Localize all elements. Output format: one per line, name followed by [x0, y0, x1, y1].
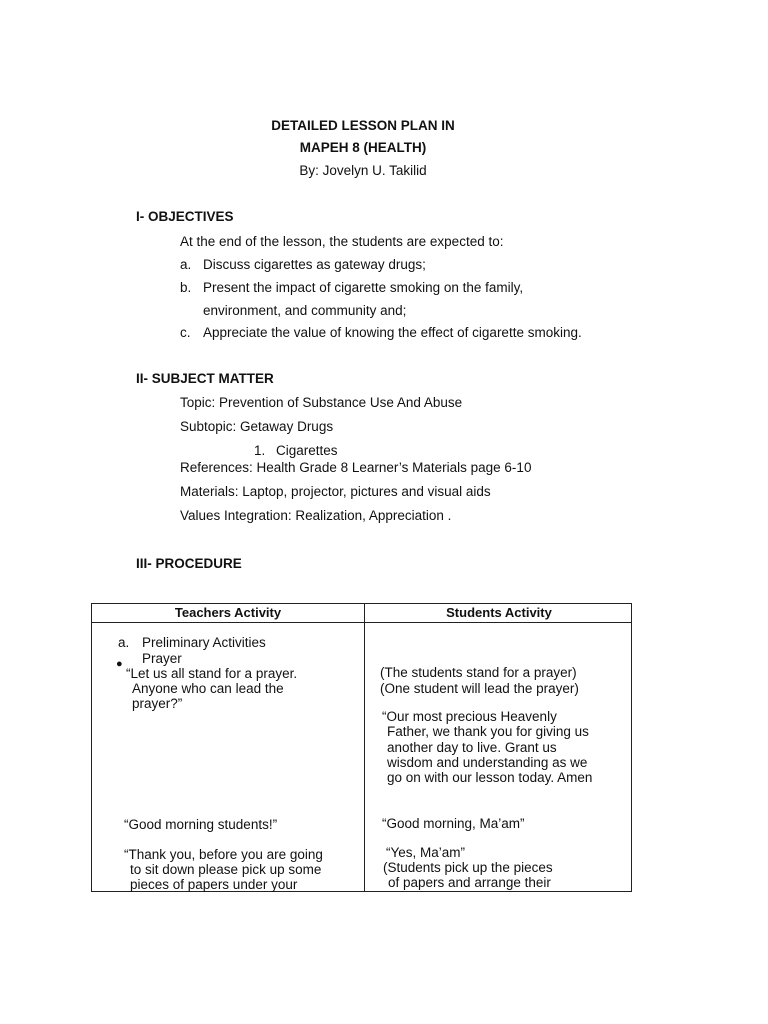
objective-b-marker: b. [180, 280, 192, 295]
column-divider [364, 604, 365, 891]
author-line: By: Jovelyn U. Takilid [299, 163, 427, 178]
student-yes-maam: “Yes, Ma’am” [386, 845, 466, 860]
teacher-prayer-line3: prayer?” [132, 696, 183, 711]
prayer-bullet: ● [116, 658, 123, 670]
document-subtitle: MAPEH 8 (HEALTH) [299, 140, 427, 155]
procedure-heading: III- PROCEDURE [136, 556, 242, 571]
student-response-1: (The students stand for a prayer) [380, 665, 577, 680]
preliminary-marker: a. [118, 635, 130, 650]
materials-line: Materials: Laptop, projector, pictures and visual aids [180, 484, 491, 499]
references-line: References: Health Grade 8 Learner’s Materials page 6-10 [180, 460, 532, 475]
teachers-activity-header: Teachers Activity [174, 605, 282, 620]
preliminary-activities: Preliminary Activities [142, 635, 266, 650]
teacher-instruction-line1: “Thank you, before you are going [124, 847, 323, 862]
objectives-intro: At the end of the lesson, the students are expected to: [180, 234, 504, 249]
teacher-prayer-line1: “Let us all stand for a prayer. [126, 666, 298, 681]
teacher-instruction-line2: to sit down please pick up some [130, 862, 322, 877]
header-divider [92, 622, 631, 623]
student-prayer-line5: go on with our lesson today. Amen [387, 770, 593, 785]
student-prayer-line3: another day to live. Grant us [387, 740, 557, 755]
subtopic-item-marker: 1. [254, 443, 266, 458]
teacher-prayer-line2: Anyone who can lead the [132, 681, 284, 696]
teacher-instruction-line3: pieces of papers under your [130, 877, 298, 892]
values-line: Values Integration: Realization, Appreciation . [180, 508, 452, 523]
students-activity-header: Students Activity [446, 605, 552, 620]
objective-b-text-cont: environment, and community and; [203, 303, 407, 318]
student-action-line1: (Students pick up the pieces [383, 860, 553, 875]
student-prayer-line2: Father, we thank you for giving us [387, 724, 589, 739]
objective-c-text: Appreciate the value of knowing the effect of cigarette smoking. [203, 325, 582, 340]
subject-matter-heading: II- SUBJECT MATTER [136, 371, 274, 386]
student-greeting: “Good morning, Ma’am” [382, 816, 525, 831]
objective-a-marker: a. [180, 257, 192, 272]
objective-a-text: Discuss cigarettes as gateway drugs; [203, 257, 426, 272]
objectives-heading: I- OBJECTIVES [136, 209, 234, 224]
student-prayer-line1: “Our most precious Heavenly [382, 709, 557, 724]
subtopic-item-text: Cigarettes [276, 443, 338, 458]
prayer-label: Prayer [142, 651, 182, 666]
objective-c-marker: c. [180, 325, 191, 340]
objective-b-text: Present the impact of cigarette smoking on the family, [203, 280, 524, 295]
teacher-greeting: “Good morning students!” [124, 817, 278, 832]
document-title: DETAILED LESSON PLAN IN [271, 118, 455, 133]
student-prayer-line4: wisdom and understanding as we [387, 755, 588, 770]
subtopic-line: Subtopic: Getaway Drugs [180, 419, 334, 434]
topic-line: Topic: Prevention of Substance Use And Abuse [180, 395, 463, 410]
student-action-line2: of papers and arrange their [388, 875, 551, 890]
student-response-2: (One student will lead the prayer) [380, 681, 579, 696]
